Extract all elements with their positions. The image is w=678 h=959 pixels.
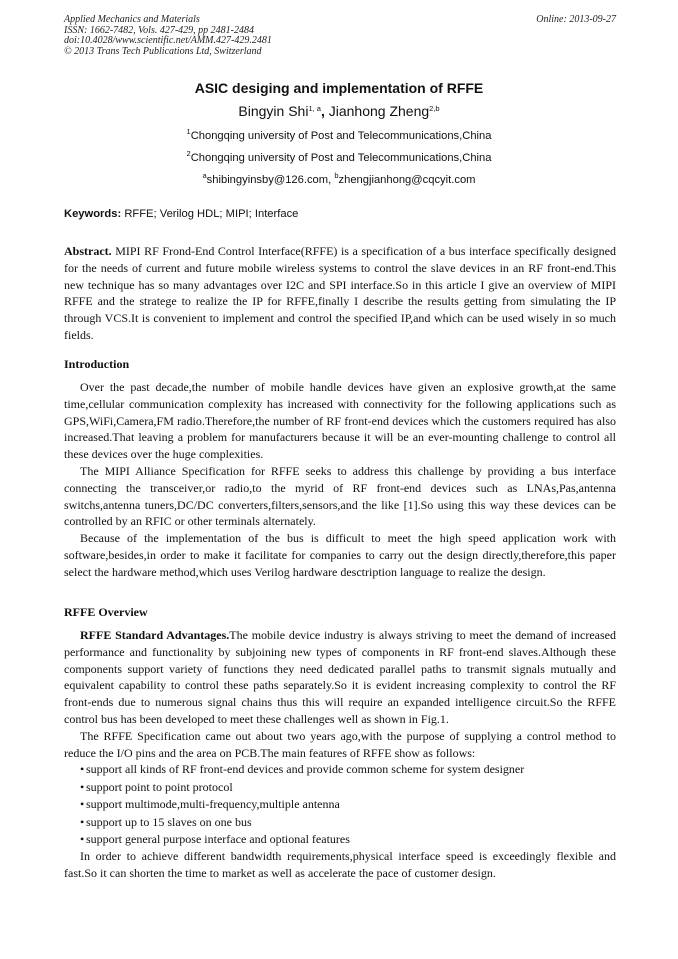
author-name: Jianhong Zheng — [328, 103, 430, 119]
email-superscript: a — [202, 171, 207, 180]
paragraph: The MIPI Alliance Specification for RFFE seeks to address this challenge by providing a bus interface connecting the transceiver,or radio,to the myrid of RF front-end devices such as LNAs,Pas,antenna switchs,antenna tuners,DC/DC converters,filters,sensors,and the like [1].So using this way these devices can be controlled by an RFIC or other terminals alternately. — [64, 463, 616, 529]
bullet-icon: • — [80, 832, 85, 846]
advantages-text: The mobile device industry is always striving to meet the demand of increased performance and functionality by subjoining new types of components in RF front-end slaves.Although these components support variety of functions they need dedicated parallel paths to transmit signals mutually and equivalent capability to control these paths separately.So it is evident increasing complexity to control the RF front-ends due to numerous signal chains thus this will require an expanded intelligence circuit.So the RFFE control bus has been developed to meet these challenges well as shown in Fig.1. — [64, 628, 616, 726]
affiliation-superscript: 2 — [186, 149, 191, 158]
affiliation-text: Chongqing university of Post and Telecommunications,China — [190, 152, 492, 164]
list-item: • support point to point protocol — [64, 779, 616, 796]
keywords-label: Keywords: — [64, 208, 125, 220]
email-line — [64, 171, 614, 186]
issn-line: ISSN: 1662-7482, Vols. 427-429, pp 2481-2484 — [64, 24, 254, 36]
list-item: • support up to 15 slaves on one bus — [64, 814, 616, 831]
journal-name: Applied Mechanics and Materials — [64, 14, 200, 25]
affiliation-1 — [64, 127, 614, 142]
paragraph — [64, 627, 616, 728]
doi-line: doi:10.4028/www.scientific.net/AMM.427-429.2481 — [64, 35, 272, 46]
abstract — [64, 243, 616, 344]
author-superscript: 1, a — [308, 104, 321, 113]
online-date: Online: 2013-09-27 — [536, 14, 616, 25]
feature-list — [64, 761, 616, 848]
affiliation-2 — [64, 149, 614, 164]
paragraph: The RFFE Specification came out about two years ago,with the purpose of supplying a control method to reduce the I/O pins and the area on PCB.The main features of RFFE show as follows: — [64, 728, 616, 760]
abstract-text: MIPI RF Frond-End Control Interface(RFFE) is a specification of a bus interface specifically designed for the needs of current and future mobile wireless systems to control the slave devices in an RF front-end.This new technique has so many advantages over I2C and SPI interface.So in this article I give an overview of MIPI RFFE and the stratege to realize the IP for RFFE,finally I describe the results getting from simulating the IP through VCS.It is convenient to implement and control the specified IP,and which can be used wisely in so much fields. — [64, 244, 616, 342]
bullet-icon: • — [80, 814, 85, 829]
list-item: • support multimode,multi-frequency,multiple antenna — [64, 796, 616, 813]
keywords-text: RFFE; Verilog HDL; MIPI; Interface — [124, 208, 299, 220]
paragraph: Over the past decade,the number of mobile handle devices have given an explosive growth,at the same time,cellular communication complexity has increased with connectivity for the following applications such as GPS,WiFi,Camera,FM radio.Therefore,the number of RF front-end devices which the customers required has also increased.That leaving a problem for manufacturers because it will be an ever-mounting challenge to control all these devices over the huge complexities. — [64, 380, 616, 462]
overview-body — [64, 627, 616, 882]
advantages-label: RFFE Standard Advantages. — [80, 628, 230, 642]
author-superscript: 2,b — [429, 104, 440, 113]
bullet-icon: • — [80, 762, 85, 777]
bullet-icon: • — [80, 797, 85, 812]
abstract-label: Abstract. — [64, 244, 112, 258]
author-separator: , — [320, 103, 329, 119]
affiliation-superscript: 1 — [186, 127, 191, 136]
list-item: • support general purpose interface and optional features — [64, 831, 616, 848]
introduction-heading: Introduction — [64, 357, 130, 371]
overview-heading: RFFE Overview — [64, 605, 148, 619]
list-item: • support all kinds of RF front-end devices and provide common scheme for system designer — [64, 761, 616, 778]
email-text: shibingyinsby@126.com, — [206, 174, 335, 186]
email-text: zhengjianhong@cqcyit.com — [338, 174, 476, 186]
affiliation-text: Chongqing university of Post and Telecommunications,China — [190, 130, 492, 142]
email-superscript: b — [334, 171, 339, 180]
paper-title: ASIC desiging and implementation of RFFE — [194, 80, 484, 96]
paragraph: Because of the implementation of the bus is difficult to meet the high speed application work with software,besides,in order to make it facilitate for companies to carry out the design directly,therefore,this paper select the hardware method,which uses Verilog hardware desctription language to realize the design. — [64, 531, 616, 579]
copyright-line: © 2013 Trans Tech Publications Ltd, Switzerland — [64, 45, 262, 57]
paragraph: In order to achieve different bandwidth requirements,physical interface speed is exceedingly flexible and fast.So it can shorten the time to market as well as accelerate the pace of customer design. — [64, 849, 616, 881]
keywords — [64, 208, 616, 220]
author-line — [64, 103, 614, 119]
bullet-icon: • — [80, 779, 85, 794]
author-name: Bingyin Shi — [238, 103, 309, 119]
publication-header — [64, 15, 616, 57]
introduction-body — [64, 379, 616, 581]
